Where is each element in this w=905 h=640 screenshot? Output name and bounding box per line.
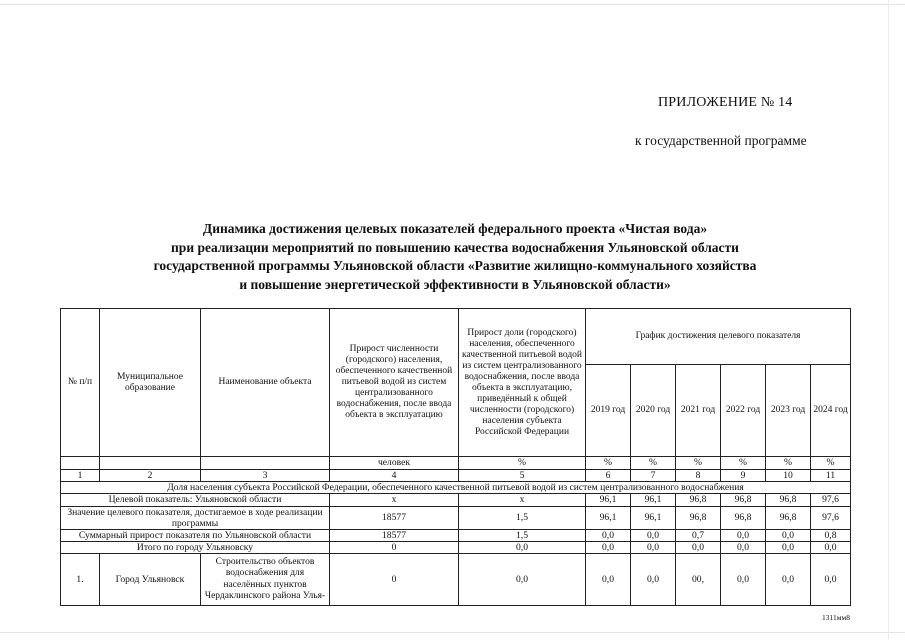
item-share: 0,0 xyxy=(459,554,586,606)
unit-year: % xyxy=(631,457,676,470)
header-year: 2024 год xyxy=(811,365,851,457)
row-population: 0 xyxy=(330,542,459,554)
title-line-1: Динамика достижения целевых показателей федерального проекта «Чистая вода» xyxy=(202,221,708,236)
row-year-value: 0,0 xyxy=(766,542,811,554)
unit-year: % xyxy=(586,457,631,470)
header-population: Прирост численности (городского) населения, обеспеченного качественной питьевой водой из систем централизованного водоснабжения, после ввода объекта в эксплуатацию xyxy=(330,309,459,457)
row-year-value: 0,7 xyxy=(676,530,721,542)
row-year-value: 96,1 xyxy=(631,494,676,506)
column-number: 11 xyxy=(811,470,851,482)
row-label: Целевой показатель: Ульяновской области xyxy=(61,494,330,506)
header-year: 2021 год xyxy=(676,365,721,457)
column-number: 6 xyxy=(586,470,631,482)
item-year-value: 0,0 xyxy=(766,554,811,606)
document-stamp: 1311мм8 xyxy=(822,613,850,622)
row-population: x xyxy=(330,494,459,506)
unit-share: % xyxy=(459,457,586,470)
row-population: 18577 xyxy=(330,530,459,542)
row-label: Значение целевого показателя, достигаемое в ходе реализации программы xyxy=(61,506,330,529)
item-year-value: 0,0 xyxy=(721,554,766,606)
row-year-value: 0,0 xyxy=(811,542,851,554)
row-year-value: 0,0 xyxy=(631,542,676,554)
row-share: 1,5 xyxy=(459,506,586,529)
item-num: 1. xyxy=(61,554,100,606)
item-year-value: 00, xyxy=(676,554,721,606)
unit-year: % xyxy=(721,457,766,470)
header-share: Прирост доли (городского) населения, обеспеченного качественной питьевой водой из систем централизованного водоснабжения, после ввода объекта в эксплуатацию, приведённый к общей численности (городского) населения субъекта Российской Федерации xyxy=(459,309,586,457)
appendix-number: ПРИЛОЖЕНИЕ № 14 xyxy=(658,95,793,110)
item-population: 0 xyxy=(330,554,459,606)
header-object: Наименование объекта xyxy=(201,309,330,457)
indicators-table xyxy=(60,308,851,606)
row-share: 1,5 xyxy=(459,530,586,542)
row-year-value: 97,6 xyxy=(811,494,851,506)
header-num: № п/п xyxy=(61,309,100,457)
unit-empty xyxy=(61,457,100,470)
row-population: 18577 xyxy=(330,506,459,529)
row-year-value: 0,0 xyxy=(721,530,766,542)
unit-year: % xyxy=(766,457,811,470)
header-municipality: Муниципальное образование xyxy=(100,309,201,457)
document-title xyxy=(60,220,850,294)
header-schedule: График достижения целевого показателя xyxy=(586,309,851,365)
title-line-3: государственной программы Ульяновской области «Развитие жилищно-коммунального хозяйства xyxy=(153,258,757,273)
row-year-value: 96,8 xyxy=(676,494,721,506)
column-number: 10 xyxy=(766,470,811,482)
column-number: 1 xyxy=(61,470,100,482)
unit-empty xyxy=(100,457,201,470)
header-year: 2019 год xyxy=(586,365,631,457)
title-line-2: при реализации мероприятий по повышению качества водоснабжения Ульяновской области xyxy=(171,239,739,255)
scan-artifact-bottom xyxy=(0,632,905,633)
row-year-value: 96,1 xyxy=(586,506,631,529)
title-line-4: и повышение энергетической эффективности в Ульяновской области» xyxy=(239,276,671,292)
item-year-value: 0,0 xyxy=(586,554,631,606)
unit-empty xyxy=(201,457,330,470)
item-municipality: Город Ульяновск xyxy=(100,554,201,606)
row-year-value: 0,0 xyxy=(766,530,811,542)
row-year-value: 96,8 xyxy=(721,506,766,529)
unit-year: % xyxy=(676,457,721,470)
column-number: 3 xyxy=(201,470,330,482)
item-object: Строительство объектов водоснабжения для населённых пунктов Чердаклинского района Улья- xyxy=(201,554,330,606)
row-year-value: 96,8 xyxy=(721,494,766,506)
header-year: 2023 год xyxy=(766,365,811,457)
column-number: 4 xyxy=(330,470,459,482)
scan-artifact-right xyxy=(888,0,889,640)
row-year-value: 0,0 xyxy=(586,530,631,542)
column-number: 9 xyxy=(721,470,766,482)
row-year-value: 96,8 xyxy=(766,506,811,529)
item-year-value: 0,0 xyxy=(811,554,851,606)
scan-artifact-top xyxy=(0,4,905,5)
row-year-value: 96,1 xyxy=(631,506,676,529)
unit-population: человек xyxy=(330,457,459,470)
header-year: 2020 год xyxy=(631,365,676,457)
row-year-value: 0,0 xyxy=(631,530,676,542)
column-number: 5 xyxy=(459,470,586,482)
row-year-value: 0,0 xyxy=(676,542,721,554)
column-number: 8 xyxy=(676,470,721,482)
row-year-value: 96,8 xyxy=(766,494,811,506)
row-year-value: 97,6 xyxy=(811,506,851,529)
item-year-value: 0,0 xyxy=(631,554,676,606)
row-year-value: 96,1 xyxy=(586,494,631,506)
column-number: 7 xyxy=(631,470,676,482)
row-year-value: 0,0 xyxy=(721,542,766,554)
row-year-value: 0,0 xyxy=(586,542,631,554)
row-share: x xyxy=(459,494,586,506)
header-year: 2022 год xyxy=(721,365,766,457)
row-year-value: 96,8 xyxy=(676,506,721,529)
row-label: Итого по городу Ульяновску xyxy=(61,542,330,554)
row-label: Суммарный прирост показателя по Ульяновской области xyxy=(61,530,330,542)
section-title: Доля населения субъекта Российской Федерации, обеспеченного качественной питьевой водой из систем централизованного водоснабжения xyxy=(61,482,851,494)
unit-year: % xyxy=(811,457,851,470)
appendix-subtitle: к государственной программе xyxy=(635,133,807,148)
column-number: 2 xyxy=(100,470,201,482)
row-year-value: 0,8 xyxy=(811,530,851,542)
row-share: 0,0 xyxy=(459,542,586,554)
